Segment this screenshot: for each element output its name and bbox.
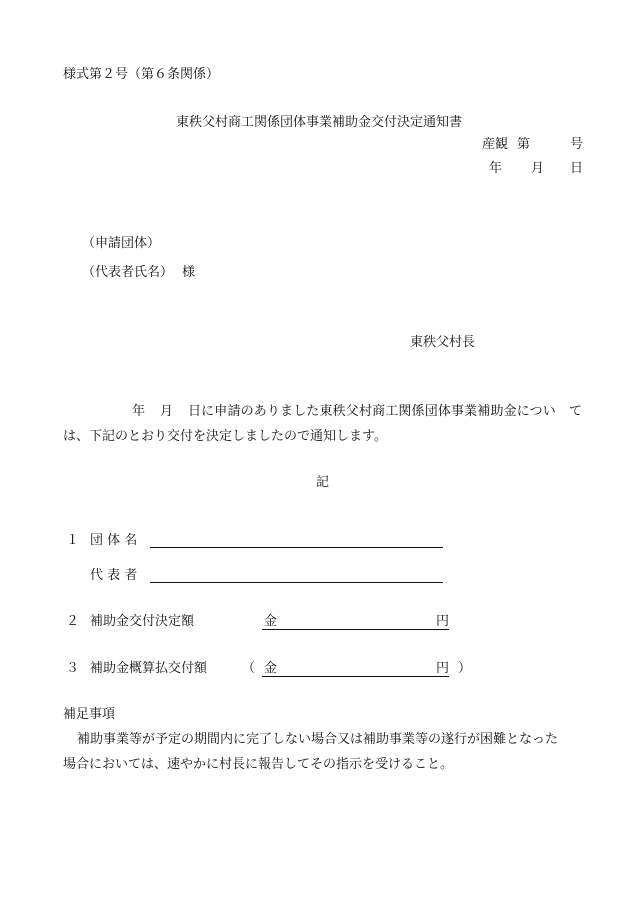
rep-name-label: 代 表 者 <box>90 568 138 583</box>
rep-name-field[interactable] <box>150 582 443 583</box>
item3-number: ３ <box>66 661 80 676</box>
org-name-field[interactable] <box>150 547 443 548</box>
decision-amount-yen: 円 <box>436 614 450 629</box>
decision-amount-kin: 金 <box>264 614 278 629</box>
approx-amount-field[interactable] <box>262 676 449 677</box>
recipient-org-label: （申請団体） <box>82 236 161 251</box>
org-name-label: 団 体 名 <box>90 533 138 548</box>
approx-amount-open-paren: （ <box>242 661 256 676</box>
supplement-heading: 補足事項 <box>63 707 116 722</box>
issuer-name: 東秩父村長 <box>410 335 476 350</box>
ki-heading: 記 <box>316 475 330 490</box>
approx-amount-yen: 円 <box>436 661 450 676</box>
item2-number: ２ <box>66 614 80 629</box>
approx-amount-label: 補助金概算払交付額 <box>90 661 208 676</box>
decision-amount-label: 補助金交付決定額 <box>90 614 195 629</box>
recipient-honorific: 様 <box>182 265 196 280</box>
form-label: 様式第２号（第６条関係） <box>63 67 220 82</box>
approx-amount-close-paren: ） <box>458 661 472 676</box>
document-title: 東秩父村商工関係団体事業補助金交付決定通知書 <box>176 115 463 130</box>
decision-amount-field[interactable] <box>262 629 449 630</box>
recipient-rep-label: （代表者氏名） <box>82 265 174 280</box>
approx-amount-kin: 金 <box>264 661 278 676</box>
item1-number: １ <box>66 533 80 548</box>
